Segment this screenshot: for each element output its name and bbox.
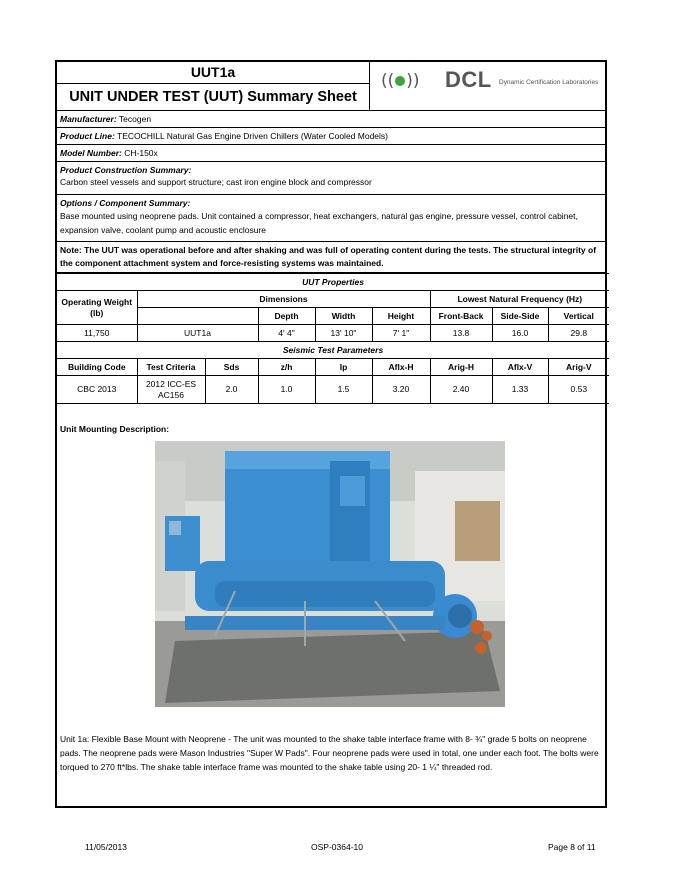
front-back-value: 13.8 — [430, 325, 492, 342]
options-value: Base mounted using neoprene pads. Unit contained a compressor, heat exchangers, natural gas engine, pressure vessel, control cabinet, expansion valve, coolant pump and acoustic enclosure — [60, 211, 578, 235]
logo-subtitle: Dynamic Certification Laboratories — [499, 79, 599, 86]
aflx-h-header: Aflx-H — [372, 359, 430, 376]
height-header: Height — [372, 308, 430, 325]
front-back-header: Front-Back — [430, 308, 492, 325]
chiller-photo-illustration — [155, 441, 505, 707]
sds-header: Sds — [205, 359, 258, 376]
note-row — [57, 242, 605, 273]
uut-name-value: UUT1a — [137, 325, 258, 342]
logo-text: DCL — [445, 67, 492, 92]
construction-value: Carbon steel vessels and support structure; cast iron engine block and compressor — [60, 177, 372, 187]
width-header: Width — [315, 308, 372, 325]
test-criteria-header: Test Criteria — [137, 359, 205, 376]
ip-value: 1.5 — [315, 376, 372, 404]
sheet-header — [57, 62, 605, 111]
building-code-header: Building Code — [57, 359, 137, 376]
height-value: 7' 1" — [372, 325, 430, 342]
arig-v-header: Arig-V — [548, 359, 609, 376]
options-row — [57, 195, 605, 242]
model-value: CH-150x — [124, 148, 158, 158]
footer-page: Page 8 of 11 — [548, 842, 596, 852]
seismic-title: Seismic Test Parameters — [57, 342, 609, 359]
construction-label: Product Construction Summary: — [60, 165, 192, 175]
side-side-header: Side-Side — [492, 308, 548, 325]
construction-row — [57, 162, 605, 195]
dimensions-header: Dimensions — [137, 291, 430, 308]
manufacturer-label: Manufacturer: — [60, 114, 117, 124]
dimensions-blank-cell — [137, 308, 258, 325]
sds-value: 2.0 — [205, 376, 258, 404]
zh-header: z/h — [258, 359, 315, 376]
width-value: 13' 10" — [315, 325, 372, 342]
manufacturer-row — [57, 111, 605, 128]
aflx-h-value: 3.20 — [372, 376, 430, 404]
vertical-value: 29.8 — [548, 325, 609, 342]
frequency-header: Lowest Natural Frequency (Hz) — [430, 291, 609, 308]
model-label: Model Number: — [60, 148, 122, 158]
building-code-value: CBC 2013 — [57, 376, 137, 404]
summary-sheet — [55, 60, 607, 808]
footer-doc-id: OSP-0364-10 — [311, 842, 363, 852]
aflx-v-header: Aflx-V — [492, 359, 548, 376]
mounting-title: Unit Mounting Description: — [60, 424, 170, 434]
depth-value: 4' 4" — [258, 325, 315, 342]
product-line-label: Product Line: — [60, 131, 115, 141]
test-criteria-value: 2012 ICC-ES AC156 — [137, 376, 205, 404]
unit-photo — [155, 441, 505, 707]
weight-value: 11,750 — [57, 325, 137, 342]
dcl-logo — [377, 68, 603, 98]
arig-v-value: 0.53 — [548, 376, 609, 404]
arig-h-header: Arig-H — [430, 359, 492, 376]
logo-mark-icon: (( )) — [381, 71, 420, 91]
uut-properties-title: UUT Properties — [57, 274, 609, 291]
product-line-row — [57, 128, 605, 145]
header-title-block — [57, 62, 370, 110]
manufacturer-value: Tecogen — [118, 114, 152, 124]
uut-properties-table — [57, 273, 609, 404]
sheet-title: UNIT UNDER TEST (UUT) Summary Sheet — [69, 89, 357, 105]
weight-header: Operating Weight (lb) — [57, 291, 137, 325]
side-side-value: 16.0 — [492, 325, 548, 342]
ip-header: Ip — [315, 359, 372, 376]
product-line-value: TECOCHILL Natural Gas Engine Driven Chillers (Water Cooled Models) — [117, 131, 388, 141]
options-label: Options / Component Summary: — [60, 198, 191, 208]
footer-date: 11/05/2013 — [85, 842, 127, 852]
arig-h-value: 2.40 — [430, 376, 492, 404]
mounting-description: Unit 1a: Flexible Base Mount with Neoprene - The unit was mounted to the shake table interface frame with 8- ¾" grade 5 bolts on neoprene pads. The neoprene pads were Mason Industries "Super W Pads". Four neoprene pads were used in total, one under each foot. The bolts were torqued to 270 ft*lbs. The shake table interface frame was mounted to the shake table using 20- 1 ¼" threaded rod. — [60, 734, 599, 772]
model-row — [57, 145, 605, 162]
zh-value: 1.0 — [258, 376, 315, 404]
uut-id: UUT1a — [57, 62, 369, 84]
vertical-header: Vertical — [548, 308, 609, 325]
depth-header: Depth — [258, 308, 315, 325]
note-text: Note: The UUT was operational before and after shaking and was full of operating content during the tests. The structural integrity of the component attachment system and force-resisting systems was maintained. — [60, 245, 597, 268]
aflx-v-value: 1.33 — [492, 376, 548, 404]
